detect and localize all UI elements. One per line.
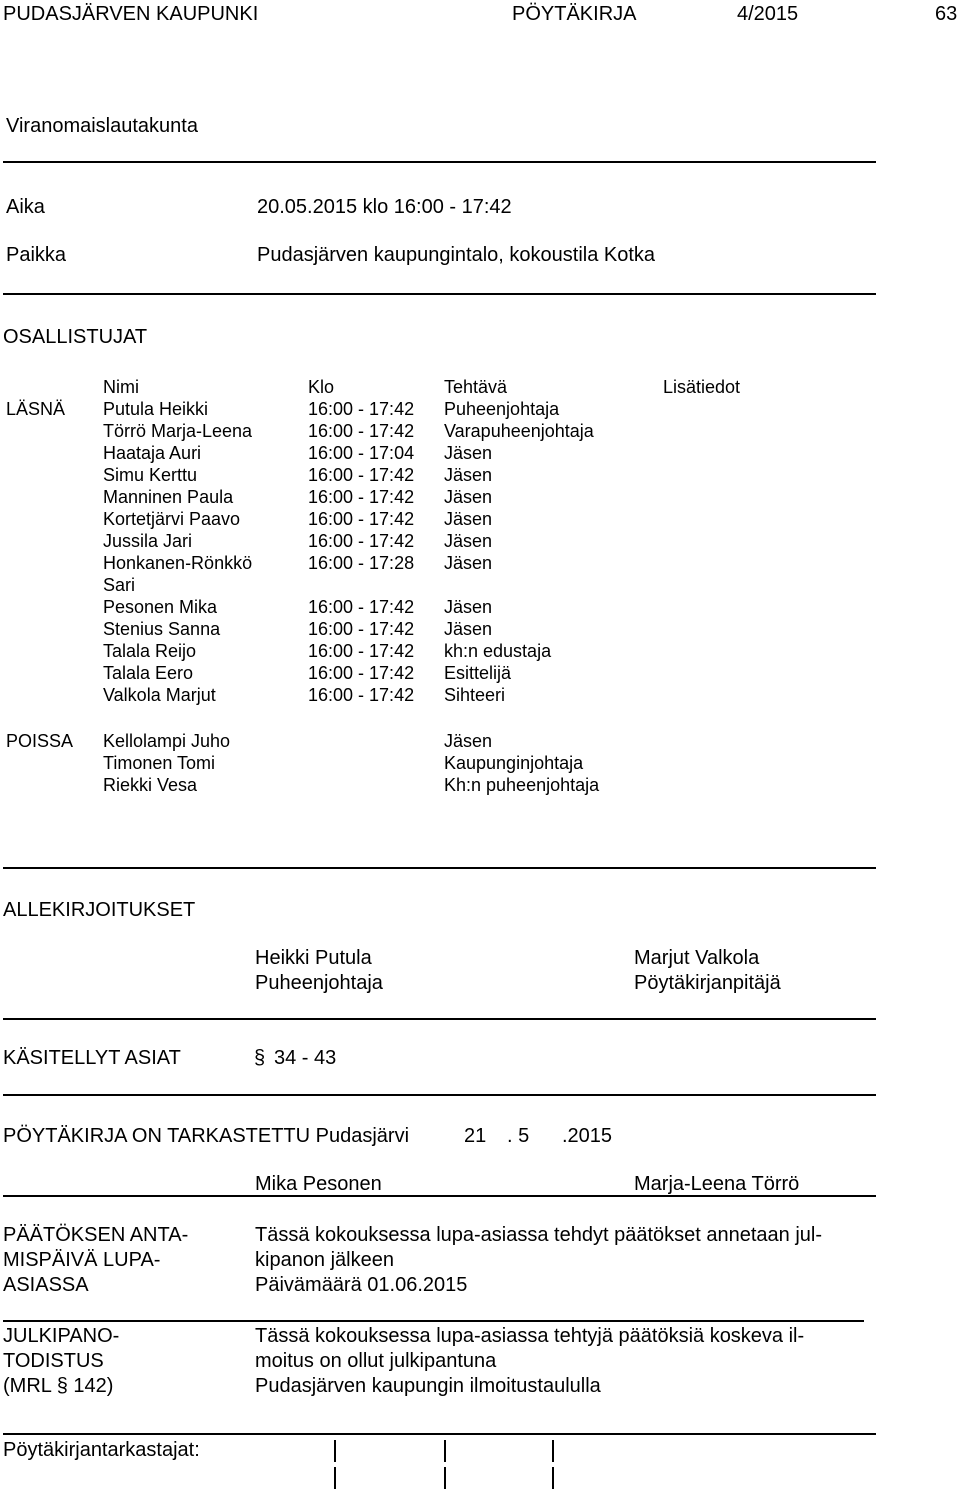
participant-time: 16:00 - 17:42 — [308, 421, 415, 441]
signature-line — [444, 1467, 446, 1489]
absent-row — [0, 730, 960, 752]
column-header-time: Klo — [308, 377, 335, 397]
absent-label: POISSA — [6, 731, 74, 751]
participant-name: Kortetjärvi Paavo — [103, 509, 241, 529]
participant-time: 16:00 - 17:42 — [308, 685, 415, 705]
participant-row — [0, 508, 960, 530]
participant-name: Manninen Paula — [103, 487, 234, 507]
participant-name: Honkanen-Rönkkö — [103, 553, 253, 573]
participant-name: Talala Eero — [103, 663, 194, 683]
participant-row — [0, 486, 960, 508]
decision-label-line: MISPÄIVÄ LUPA- — [3, 1249, 161, 1271]
decision-date: Päivämäärä 01.06.2015 — [255, 1274, 468, 1296]
publication-label-line: TODISTUS — [3, 1350, 104, 1372]
header-page-number: 63 — [935, 3, 958, 25]
signature-line — [334, 1440, 336, 1462]
participant-role: kh:n edustaja — [444, 641, 552, 661]
divider — [3, 1094, 876, 1096]
participant-name: Pesonen Mika — [103, 597, 218, 617]
participant-name: Haataja Auri — [103, 443, 202, 463]
divider — [3, 1320, 864, 1322]
participant-row — [0, 398, 960, 420]
divider — [3, 1433, 876, 1435]
participant-time: 16:00 - 17:42 — [308, 531, 415, 551]
participants-column-headers — [0, 376, 960, 398]
publication-label-line: JULKIPANO- — [3, 1325, 120, 1347]
decision-text-line: kipanon jälkeen — [255, 1249, 394, 1271]
checked-year: .2015 — [562, 1125, 613, 1147]
present-label: LÄSNÄ — [6, 399, 66, 419]
items-range: 34 - 43 — [274, 1047, 337, 1069]
section-icon: § — [254, 1047, 266, 1069]
participant-row — [0, 530, 960, 552]
checked-day: 21 — [464, 1125, 487, 1147]
decision-label-line: PÄÄTÖKSEN ANTA- — [3, 1224, 189, 1246]
participant-row — [0, 596, 960, 618]
items-label: KÄSITELLYT ASIAT — [3, 1047, 181, 1069]
time-value: 20.05.2015 klo 16:00 - 17:42 — [257, 196, 512, 218]
publication-label-line: (MRL § 142) — [3, 1375, 114, 1397]
participant-time: 16:00 - 17:42 — [308, 487, 415, 507]
participant-time: 16:00 - 17:42 — [308, 619, 415, 639]
absent-row — [0, 774, 960, 796]
participant-role: Jäsen — [444, 465, 493, 485]
participant-role: Jäsen — [444, 487, 493, 507]
signature-line — [444, 1440, 446, 1462]
participant-row — [0, 464, 960, 486]
participant-name: Jussila Jari — [103, 531, 193, 551]
header-municipality: PUDASJÄRVEN KAUPUNKI — [3, 3, 259, 25]
participant-row — [0, 618, 960, 640]
publication-text-line: moitus on ollut julkipantuna — [255, 1350, 497, 1372]
checker-1-name: Mika Pesonen — [255, 1173, 382, 1195]
body-name: Viranomaislautakunta — [6, 115, 198, 137]
participant-role: Jäsen — [444, 531, 493, 551]
participant-role: Jäsen — [444, 597, 493, 617]
column-header-name: Nimi — [103, 377, 139, 397]
decision-text-line: Tässä kokouksessa lupa-asiassa tehdyt päätökset annetaan jul- — [255, 1224, 823, 1246]
participant-name: Sari — [103, 575, 136, 595]
divider — [3, 867, 876, 869]
checked-label: PÖYTÄKIRJA ON TARKASTETTU Pudasjärvi — [3, 1125, 410, 1147]
participant-role: Jäsen — [444, 553, 493, 573]
publication-text-line: Pudasjärven kaupungin ilmoitustaululla — [255, 1375, 601, 1397]
participant-name: Törrö Marja-Leena — [103, 421, 253, 441]
secretary-role: Pöytäkirjanpitäjä — [634, 972, 781, 994]
absent-name: Kellolampi Juho — [103, 731, 231, 751]
decision-label-line: ASIASSA — [3, 1274, 89, 1296]
participant-time: 16:00 - 17:42 — [308, 597, 415, 617]
absent-name: Timonen Tomi — [103, 753, 216, 773]
participant-name: Putula Heikki — [103, 399, 209, 419]
participant-time: 16:00 - 17:28 — [308, 553, 415, 573]
signatures-heading: ALLEKIRJOITUKSET — [3, 899, 196, 921]
participant-time: 16:00 - 17:42 — [308, 399, 415, 419]
absent-role: Kaupunginjohtaja — [444, 753, 584, 773]
participant-row — [0, 574, 960, 596]
participant-row — [0, 662, 960, 684]
participant-name: Simu Kerttu — [103, 465, 198, 485]
participant-row — [0, 684, 960, 706]
participant-row — [0, 552, 960, 574]
absent-name: Riekki Vesa — [103, 775, 198, 795]
chair-name: Heikki Putula — [255, 947, 372, 969]
place-value: Pudasjärven kaupungintalo, kokoustila Kotka — [257, 244, 656, 266]
participant-time: 16:00 - 17:42 — [308, 509, 415, 529]
participant-time: 16:00 - 17:42 — [308, 663, 415, 683]
place-label: Paikka — [6, 244, 67, 266]
header-number: 4/2015 — [737, 3, 799, 25]
secretary-name: Marjut Valkola — [634, 947, 760, 969]
participant-role: Sihteeri — [444, 685, 506, 705]
participants-heading: OSALLISTUJAT — [3, 326, 148, 348]
signature-line — [334, 1467, 336, 1489]
divider — [3, 293, 876, 295]
participant-name: Valkola Marjut — [103, 685, 216, 705]
participant-role: Varapuheenjohtaja — [444, 421, 594, 441]
column-header-role: Tehtävä — [444, 377, 508, 397]
signature-line — [552, 1440, 554, 1462]
checker-2-name: Marja-Leena Törrö — [634, 1173, 800, 1195]
absent-row — [0, 752, 960, 774]
divider — [3, 1195, 876, 1197]
column-header-info: Lisätiedot — [663, 377, 741, 397]
absent-role: Kh:n puheenjohtaja — [444, 775, 600, 795]
participant-name: Talala Reijo — [103, 641, 197, 661]
absent-role: Jäsen — [444, 731, 493, 751]
participant-time: 16:00 - 17:42 — [308, 641, 415, 661]
participant-time: 16:00 - 17:42 — [308, 465, 415, 485]
participant-time: 16:00 - 17:04 — [308, 443, 415, 463]
signature-line — [552, 1467, 554, 1489]
participant-row — [0, 442, 960, 464]
header-doc-type: PÖYTÄKIRJA — [512, 3, 637, 25]
participant-role: Jäsen — [444, 443, 493, 463]
divider — [3, 1018, 876, 1020]
participant-role: Puheenjohtaja — [444, 399, 560, 419]
checked-month: . 5 — [507, 1125, 530, 1147]
divider — [3, 161, 876, 163]
participant-role: Esittelijä — [444, 663, 512, 683]
chair-role: Puheenjohtaja — [255, 972, 383, 994]
participant-role: Jäsen — [444, 509, 493, 529]
publication-text-line: Tässä kokouksessa lupa-asiassa tehtyjä päätöksiä koskeva il- — [255, 1325, 805, 1347]
participant-name: Stenius Sanna — [103, 619, 221, 639]
participant-role: Jäsen — [444, 619, 493, 639]
participant-row — [0, 420, 960, 442]
time-label: Aika — [6, 196, 45, 218]
participant-row — [0, 640, 960, 662]
checkers-label: Pöytäkirjantarkastajat: — [3, 1439, 200, 1461]
